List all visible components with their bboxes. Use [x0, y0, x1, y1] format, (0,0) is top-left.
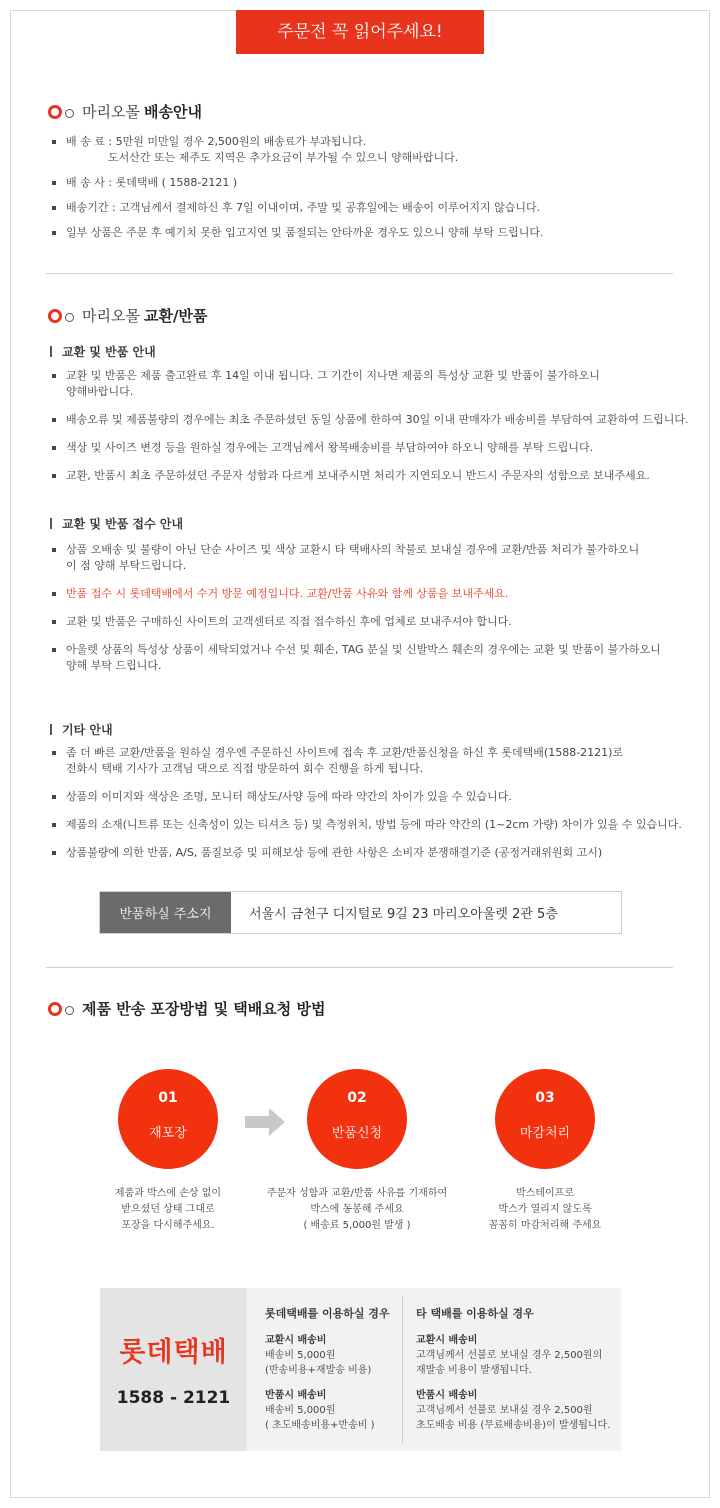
notice-banner: 주문전 꼭 읽어주세요! [236, 10, 484, 54]
list-item: 교환 및 반품은 제품 출고완료 후 14일 이내 됩니다. 그 기간이 지나면 제품의 특성상 교환 및 반품이 불가하오니 양해바랍니다. [50, 368, 700, 400]
exchange-receipt-heading: 교환 및 반품 접수 안내 [50, 515, 183, 532]
title-prefix: 마리오몰 [82, 103, 140, 121]
courier-info-box [100, 1288, 621, 1451]
divider [46, 273, 673, 274]
list-item: 배 송 료 : 5만원 미만일 경우 2,500원의 배송료가 부과됩니다. 도서산간 또는 제주도 지역은 추가요금이 부가될 수 있으니 양해바랍니다. [50, 134, 670, 166]
packing-section-title [48, 998, 325, 1019]
list-item: 상품 오배송 및 불량이 아닌 단순 사이즈 및 색상 교환시 타 택배사의 착불로 보내실 경우에 교환/반품 처리가 불가하오니 이 점 양해 부탁드립니다. [50, 542, 690, 574]
courier-logo: 롯데택배 [119, 1337, 228, 1368]
shipping-list [50, 134, 670, 241]
title-bold: 제품 반송 포장방법 및 택배요청 방법 [82, 1000, 326, 1018]
column-divider [402, 1296, 403, 1444]
title-bold: 배송안내 [143, 103, 202, 121]
step-3-circle: 03 마감처리 [495, 1069, 595, 1169]
courier-brand-panel [100, 1288, 247, 1451]
list-item: 일부 상품은 주문 후 예기치 못한 입고지연 및 품절되는 안타까운 경우도 있으니 양해 부탁 드립니다. [50, 225, 670, 241]
title-prefix: 마리오몰 [82, 307, 140, 325]
circle-bullet-icon [48, 105, 74, 119]
list-item: 배 송 사 : 롯데택배 ( 1588-2121 ) [50, 175, 670, 191]
courier-phone: 1588 - 2121 [116, 1388, 231, 1408]
divider [46, 967, 673, 968]
lotte-courier-info: 롯데택배를 이용하실 경우 교환시 배송비 배송비 5,000원 (반송비용+재발송 비용) 반품시 배송비 배송비 5,000원 ( 초도배송비용+반송비 ) [265, 1307, 390, 1431]
etc-heading: 기타 안내 [50, 721, 113, 738]
list-item: 배송오류 및 제품불량의 경우에는 최초 주문하셨던 동일 상품에 한하여 30일 이내 판매자가 배송비를 부담하여 교환하여 드립니다. [50, 412, 700, 428]
shipping-section-title [48, 101, 202, 122]
other-courier-info: 타 택배를 이용하실 경우 교환시 배송비 고객님께서 선불로 보내실 경우 2,500원의 재발송 비용이 발생됩니다. 반품시 배송비 고객님께서 선불로 보내실 경우 2,500원 초도배송 비용 (무료배송비용)이 발생됩니다. [416, 1307, 611, 1431]
list-item-highlight: 반품 접수 시 롯데택배에서 수거 방문 예정입니다. 교환/반품 사유와 함께 상품을 보내주세요. [50, 586, 690, 602]
list-item: 색상 및 사이즈 변경 등을 원하실 경우에는 고객님께서 왕복배송비를 부담하여야 하오니 양해를 부탁 드립니다. [50, 440, 700, 456]
list-item: 제품의 소재(니트류 또는 신축성이 있는 티셔츠 등) 및 측정위치, 방법 등에 따라 약간의 (1~2cm 가량) 차이가 있을 수 있습니다. [50, 817, 700, 833]
title-bold: 교환/반품 [143, 307, 208, 325]
list-item: 좀 더 빠른 교환/반품을 원하실 경우엔 주문하신 사이트에 접속 후 교환/반품신청을 하신 후 롯데택배(1588-2121)로 전화시 택배 기사가 고객님 댁으로 직접 방문하여 회수 진행을 하게 됩니다. [50, 745, 700, 777]
exchange-guide-heading: 교환 및 반품 안내 [50, 343, 156, 360]
return-address-value: 서울시 금천구 디지털로 9길 23 마리오아울렛 2관 5층 [249, 907, 558, 922]
step-1-description: 제품과 박스에 손상 없이 받으셨던 상태 그대로 포장을 다시해주세요. [114, 1188, 222, 1231]
return-address-label: 반품하실 주소지 [100, 892, 231, 933]
exchange-receipt-list [50, 542, 690, 674]
list-item: 상품의 이미지와 색상은 조명, 모니터 해상도/사양 등에 따라 약간의 차이가 있을 수 있습니다. [50, 789, 700, 805]
exchange-section-title [48, 305, 207, 326]
step-2-circle: 02 반품신청 [307, 1069, 407, 1169]
arrow-right-icon [245, 1108, 285, 1136]
list-item: 아울렛 상품의 특성상 상품이 세탁되었거나 수선 및 훼손, TAG 분실 및 신발박스 훼손의 경우에는 교환 및 반품이 불가하오니 양해 부탁 드립니다. [50, 642, 690, 674]
step-3-description: 박스테이프로 박스가 열리지 않도록 꼼꼼히 마감처리해 주세요 [488, 1188, 602, 1231]
step-1-circle: 01 재포장 [118, 1069, 218, 1169]
circle-bullet-icon [48, 1002, 74, 1016]
list-item: 배송기간 : 고객님께서 결제하신 후 7일 이내이며, 주말 및 공휴일에는 배송이 이루어지지 않습니다. [50, 200, 670, 216]
list-item: 상품불량에 의한 반품, A/S, 품질보증 및 피해보상 등에 관한 사항은 소비자 분쟁해결기준 (공정거래위원회 고시) [50, 845, 700, 861]
step-2-description: 주문자 성함과 교환/반품 사유를 기재하여 박스에 동봉해 주세요 ( 배송료 5,000원 발생 ) [266, 1188, 448, 1231]
list-item: 교환, 반품시 최초 주문하셨던 주문자 성함과 다르게 보내주시면 처리가 지연되오니 반드시 주문자의 성함으로 보내주세요. [50, 468, 700, 484]
exchange-guide-list [50, 368, 700, 484]
list-item: 교환 및 반품은 구매하신 사이트의 고객센터로 직접 접수하신 후에 업체로 보내주셔야 합니다. [50, 614, 690, 630]
etc-list [50, 745, 700, 861]
circle-bullet-icon [48, 309, 74, 323]
return-address-box [99, 891, 622, 934]
